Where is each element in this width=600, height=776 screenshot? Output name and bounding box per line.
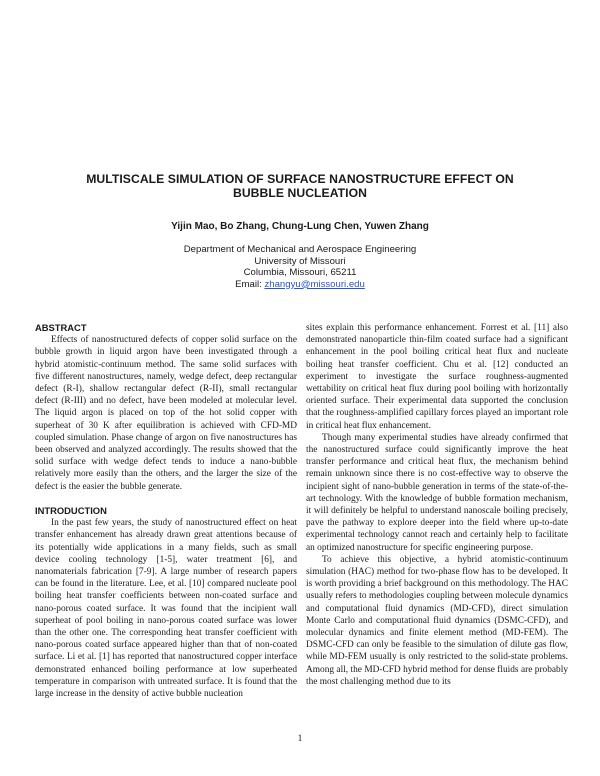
department: Department of Mechanical and Aerospace Engineering [183,244,417,255]
email-line [100,279,500,291]
affiliation-block [100,244,500,290]
intro-paragraph-1-continued: sites explain this performance enhancement. Forrest et al. [11] also demonstrated nanoparticle thin-film coated surface had a significant enhancement in the pool boiling critical heat flux and nucleate boiling heat transfer coefficient. Chu et al. [12] conducted an experiment to investigate the surface roughness-augmented wettability on critical heat flux during pool boiling with horizontally oriented surface. Their experimental data supported the conclusion that the roughness-amplified capillary forces played an important role in critical heat flux enhancement. [306,323,568,431]
abstract-heading: ABSTRACT [35,322,87,333]
left-column [35,322,297,700]
author-list: Yijin Mao, Bo Zhang, Chung-Lung Chen, Yuwen Zhang [171,221,429,232]
email-label: Email: [235,278,265,290]
location: Columbia, Missouri, 65211 [243,267,357,279]
intro-paragraph-2: Though many experimental studies have already confirmed that the nanostructured surface could significantly improve the heat transfer performance and critical heat flux, the mechanism behind remain unknown since there is no cost-effective way to observe the incipient sight of nano-bubble generation in terms of the state-of-the-art technology. With the knowledge of bubble formation mechanism, it will definitely be helpful to understand nanoscale boiling precisely, pave the pathway to explore deeper into the field where up-to-date experimental technology cannot reach and certainly help to facilitate an optimized nanostructure for specific engineering purpose. [306,432,568,553]
university: University of Missouri [254,255,346,267]
intro-paragraph-3: To achieve this objective, a hybrid atomistic-continuum simulation (HAC) method for two-phase flow has to be developed. It is worth providing a brief background on this methodology. The HAC usually refers to methodologies coupling between molecule dynamics and computational fluid dynamics (MD-CFD), direct simulation Monte Carlo and computational fluid dynamics (DSMC-CFD), and molecular dynamics and finite element method (MD-FEM). The DSMC-CFD can only be feasible to the simulation of dilute gas flow, while MD-FEM usually is only restricted to the solid-state problems. Among all, the MD-CFD hybrid method for dense fluids are probably the most challenging method due to its [306,554,568,687]
intro-paragraph-1: In the past few years, the study of nanostructured effect on heat transfer enhancement has already drawn great attentions because of its potentially wide applications in a many fields, such as small device cooling technology [1-5], water treatment [6], and nanomaterials fabrication [7-9]. A large number of research papers can be found in the literature. Lee, et al. [10] compared nucleate pool boiling heat transfer coefficients between non-coated surface and nano-porous coated surface. It was found that the incipient wall superheat of pool boiling in nano-porous coated surface was lower than the other one. The corresponding heat transfer coefficient with nano-porous coated surface appeared higher than that of non-coated surface. Li et al. [1] has reported that nanostructured copper interface demonstrated enhanced boiling performance at low superheated temperature in comparison with untreated surface. It is found that the large increase in the density of active bubble nucleation [35,518,297,700]
introduction-heading: INTRODUCTION [35,505,107,517]
paper-title: MULTISCALE SIMULATION OF SURFACE NANOSTRUCTURE EFFECT ON BUBBLE NUCLEATION [86,172,514,200]
right-column [306,322,568,688]
email-link[interactable]: zhangyu@missouri.edu [264,278,365,290]
abstract-text: Effects of nanostructured defects of copper solid surface on the bubble growth in liquid argon have been investigated through a hybrid atomistic-continuum method. The same solid surfaces with five different nanostructures, namely, wedge defect, deep rectangular defect (R-I), shallow rectangular defect (R-II), small rectangular defect (R-III) and no defect, have been modeled at molecular level. The liquid argon is placed on top of the hot solid copper with superheat of 30 K after equilibration is achieved with CFD-MD coupled simulation. Phase change of argon on five nanostructures has been observed and analyzed accordingly. The results showed that the solid surface with wedge defect tends to induce a nano-bubble relatively more easily than the others, and the larger the size of the defect is the easier the bubble generate. [35,335,297,492]
page-number: 1 [297,734,303,744]
